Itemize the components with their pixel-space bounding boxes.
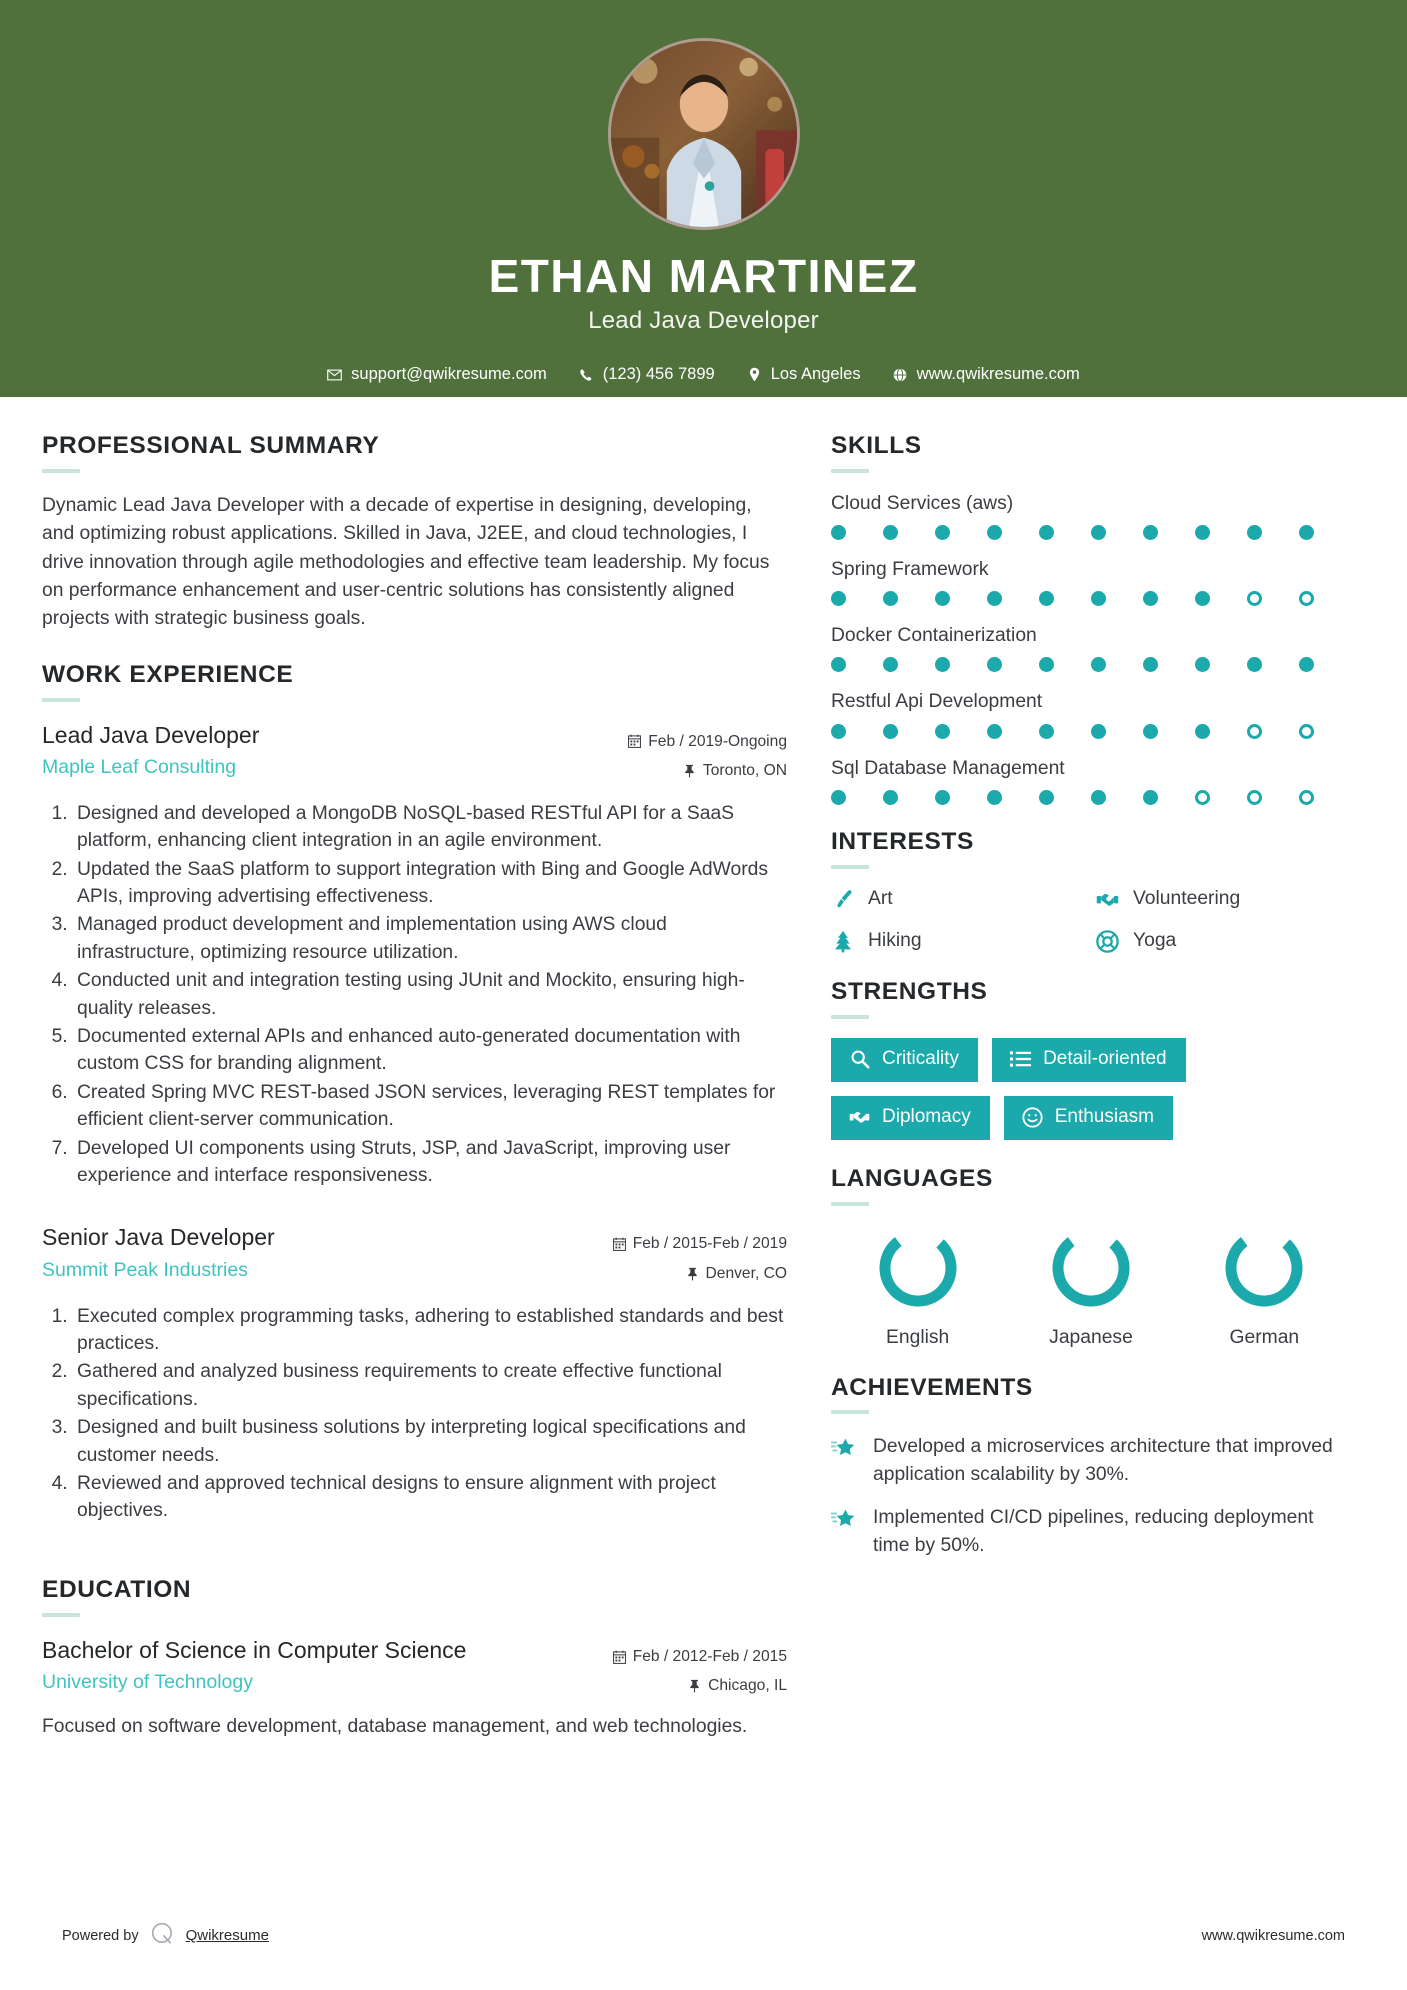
work-date: Feb / 2015-Feb / 2019 <box>632 1235 787 1253</box>
skill-dot-slot <box>935 525 987 540</box>
skill-dot-slot <box>1195 790 1247 805</box>
envelope-icon <box>327 367 342 383</box>
person-job-title: Lead Java Developer <box>588 307 819 335</box>
strength-label: Detail-oriented <box>1043 1047 1167 1069</box>
work-bullet: 2. Gathered and analyzed business requirements to create effective functional specifications. <box>73 1358 787 1413</box>
skill-dot-slot <box>1091 591 1143 606</box>
education-description: Focused on software development, database management, and web technologies. <box>42 1715 748 1737</box>
resume-header <box>0 0 1407 397</box>
shooting-star-icon <box>831 1508 857 1534</box>
skill-dot-slot <box>883 591 935 606</box>
section-achievements <box>831 1375 1351 1560</box>
skill-dot-slot <box>1039 525 1091 540</box>
skill-dot-empty <box>1195 790 1210 805</box>
work-bullets <box>42 800 787 1189</box>
section-title: SKILLS <box>831 432 922 459</box>
skill-dot-filled <box>935 525 950 540</box>
skill-dot-slot <box>1143 525 1195 540</box>
skill-dot-filled <box>1299 525 1314 540</box>
skill-dot-slot <box>1195 724 1247 739</box>
globe-icon <box>893 367 908 383</box>
work-bullet: 6. Created Spring MVC REST-based JSON services, leveraging REST templates for efficient client-server communication. <box>73 1079 787 1134</box>
work-meta <box>599 1223 787 1288</box>
skill-dot-slot <box>1299 657 1351 672</box>
section-title: LANGUAGES <box>831 1164 993 1192</box>
interest-item <box>831 888 1086 911</box>
interest-label: Hiking <box>868 930 922 952</box>
section-title: STRENGTHS <box>831 977 988 1005</box>
contact-row <box>311 365 1096 384</box>
work-entry <box>42 1223 787 1524</box>
skill-dot-slot <box>987 657 1039 672</box>
skill-dot-slot <box>1195 525 1247 540</box>
work-role: Lead Java Developer <box>42 721 260 748</box>
achievement-text: Developed a microservices architecture that improved application scalability by 30%. <box>873 1436 1333 1485</box>
resume-body <box>0 397 1407 1769</box>
skill-dot-slot <box>1091 724 1143 739</box>
skill-dot-slot <box>1143 591 1195 606</box>
language-label: English <box>886 1326 950 1348</box>
skill-item <box>831 492 1351 540</box>
section-strengths <box>831 979 1351 1140</box>
strengths-list <box>831 1038 1351 1140</box>
interests-list <box>831 888 1351 953</box>
section-rule <box>42 1613 80 1617</box>
skill-dot-slot <box>883 790 935 805</box>
q-logo-icon <box>150 1921 175 1950</box>
section-title: ACHIEVEMENTS <box>831 1373 1033 1401</box>
section-rule <box>42 469 80 473</box>
contact-location-text: Los Angeles <box>770 365 861 384</box>
section-rule <box>831 1410 869 1414</box>
education-location: Chicago, IL <box>708 1677 787 1695</box>
skill-dot-empty <box>1247 724 1262 739</box>
language-progress-ring <box>1221 1225 1307 1311</box>
interest-label: Art <box>868 888 893 910</box>
pine-tree-icon <box>831 930 854 953</box>
skill-dot-filled <box>1195 525 1210 540</box>
work-bullet: 4. Conducted unit and integration testing using JUnit and Mockito, ensuring high-quality releases. <box>73 967 787 1022</box>
skill-dot-filled <box>1091 591 1106 606</box>
avatar <box>608 38 800 230</box>
skill-rating <box>831 591 1351 606</box>
skill-dot-slot <box>1091 790 1143 805</box>
skill-dot-filled <box>831 525 846 540</box>
phone-icon <box>579 367 594 383</box>
work-role: Senior Java Developer <box>42 1224 275 1251</box>
language-label: Japanese <box>1049 1326 1133 1348</box>
language-item <box>1178 1225 1351 1349</box>
pin-icon <box>688 1679 701 1693</box>
skill-dot-slot <box>1299 591 1351 606</box>
skill-dot-slot <box>1143 790 1195 805</box>
skill-label: Sql Database Management <box>831 757 1065 779</box>
section-professional-summary <box>42 433 787 634</box>
contact-phone-text: (123) 456 7899 <box>602 365 715 384</box>
skill-dot-filled <box>883 525 898 540</box>
strength-chip-diplomacy[interactable] <box>831 1096 990 1140</box>
skill-dot-filled <box>1039 591 1054 606</box>
skill-dot-slot <box>935 724 987 739</box>
skill-dot-slot <box>1039 790 1091 805</box>
skill-dot-slot <box>1247 724 1299 739</box>
education-meta <box>599 1636 787 1701</box>
education-date: Feb / 2012-Feb / 2015 <box>632 1647 787 1665</box>
skill-rating <box>831 657 1351 672</box>
shooting-star-icon <box>831 1437 857 1463</box>
skill-dot-filled <box>1247 657 1262 672</box>
work-company[interactable]: Summit Peak Industries <box>42 1259 248 1282</box>
skills-list <box>831 492 1351 805</box>
skill-dot-slot <box>831 525 883 540</box>
strength-chip-enthusiasm[interactable] <box>1004 1096 1173 1140</box>
skill-dot-filled <box>1091 724 1106 739</box>
smiley-icon <box>1022 1107 1043 1128</box>
strength-label: Enthusiasm <box>1054 1105 1154 1127</box>
contact-location[interactable] <box>731 365 877 384</box>
work-location: Denver, CO <box>705 1265 787 1283</box>
achievement-text: Implemented CI/CD pipelines, reducing deployment time by 50%. <box>873 1507 1314 1556</box>
skill-dot-empty <box>1299 790 1314 805</box>
skill-dot-slot <box>1039 724 1091 739</box>
skill-dot-empty <box>1299 591 1314 606</box>
skill-dot-slot <box>883 657 935 672</box>
paintbrush-icon <box>831 888 854 911</box>
education-degree: Bachelor of Science in Computer Science <box>42 1636 467 1663</box>
contact-phone[interactable] <box>563 365 731 384</box>
skill-dot-filled <box>1195 591 1210 606</box>
work-company[interactable]: Maple Leaf Consulting <box>42 756 237 779</box>
calendar-icon <box>613 1650 626 1664</box>
skill-item <box>831 558 1351 606</box>
skill-dot-slot <box>1143 724 1195 739</box>
section-work-experience <box>42 662 787 1525</box>
strength-chip-criticality[interactable] <box>831 1038 978 1082</box>
work-location-line <box>628 756 787 786</box>
work-meta <box>614 721 787 786</box>
language-item <box>1004 1225 1177 1349</box>
work-date-line <box>613 1229 787 1259</box>
skill-dot-filled <box>831 591 846 606</box>
skill-dot-filled <box>1039 790 1054 805</box>
section-languages <box>831 1166 1351 1349</box>
skill-dot-filled <box>935 724 950 739</box>
strength-label: Diplomacy <box>882 1105 971 1127</box>
interest-item <box>1096 930 1351 953</box>
skill-dot-slot <box>935 657 987 672</box>
profile-photo <box>611 41 797 227</box>
contact-website-text: www.qwikresume.com <box>916 365 1080 384</box>
skill-item <box>831 690 1351 738</box>
skill-dot-filled <box>1039 525 1054 540</box>
list-icon <box>1010 1049 1031 1070</box>
section-rule <box>831 865 869 869</box>
skill-label: Docker Containerization <box>831 625 1037 647</box>
skill-dot-filled <box>1143 657 1158 672</box>
skill-dot-slot <box>831 657 883 672</box>
skill-dot-slot <box>1247 525 1299 540</box>
left-column <box>42 433 787 1769</box>
language-label: German <box>1229 1326 1300 1348</box>
achievement-item <box>831 1504 1351 1559</box>
skill-dot-filled <box>1091 525 1106 540</box>
page-footer <box>0 1921 1407 1950</box>
powered-by-label: Powered by <box>62 1927 139 1944</box>
work-location-line <box>613 1259 787 1289</box>
achievement-item <box>831 1433 1351 1488</box>
skill-label: Cloud Services (aws) <box>831 492 1014 514</box>
section-rule <box>831 1202 869 1206</box>
skill-dot-filled <box>935 790 950 805</box>
skill-dot-filled <box>1195 724 1210 739</box>
skill-dot-slot <box>1091 525 1143 540</box>
section-education <box>42 1577 787 1741</box>
strength-label: Criticality <box>882 1047 960 1069</box>
skill-dot-slot <box>883 525 935 540</box>
skill-dot-slot <box>1247 657 1299 672</box>
skill-rating <box>831 790 1351 805</box>
pin-icon <box>686 1267 699 1281</box>
section-rule <box>831 1015 869 1019</box>
skill-dot-slot <box>1195 657 1247 672</box>
calendar-icon <box>613 1237 626 1251</box>
education-school[interactable]: University of Technology <box>42 1671 253 1694</box>
skill-dot-slot <box>987 591 1039 606</box>
language-item <box>831 1225 1004 1349</box>
work-bullet: 4. Reviewed and approved technical designs to ensure alignment with project objectives. <box>73 1470 787 1525</box>
skill-dot-slot <box>831 790 883 805</box>
skill-dot-slot <box>1195 591 1247 606</box>
section-title: INTERESTS <box>831 827 974 855</box>
lifebuoy-icon <box>1096 930 1119 953</box>
brand-link[interactable]: Qwikresume <box>185 1927 269 1944</box>
contact-website[interactable] <box>877 365 1096 384</box>
interest-item <box>831 930 1086 953</box>
work-bullet: 3. Managed product development and implementation using AWS cloud infrastructure, optimizing resource utilization. <box>73 911 787 966</box>
skill-dot-slot <box>1039 657 1091 672</box>
skill-rating <box>831 724 1351 739</box>
summary-text: Dynamic Lead Java Developer with a decade of expertise in designing, developing, and optimizing robust applications. Skilled in Java, J2EE, and cloud technologies, I drive innovation through agile methodologies and effective team leadership. My focus on performance enhancement and user-centric solutions has consistently aligned projects with strategic business goals. <box>42 494 770 630</box>
footer-url[interactable]: www.qwikresume.com <box>1201 1927 1345 1944</box>
skill-dot-slot <box>987 790 1039 805</box>
pin-icon <box>683 764 696 778</box>
interest-item <box>1096 888 1351 911</box>
skill-rating <box>831 525 1351 540</box>
work-bullet: 1. Executed complex programming tasks, adhering to established standards and best practices. <box>73 1303 787 1358</box>
strength-chip-detail-oriented[interactable] <box>992 1038 1186 1082</box>
skill-dot-filled <box>935 591 950 606</box>
skill-dot-filled <box>1143 724 1158 739</box>
skill-dot-filled <box>1039 724 1054 739</box>
handshake-icon <box>849 1107 870 1128</box>
skill-item <box>831 757 1351 805</box>
work-date-line <box>628 727 787 757</box>
skill-dot-slot <box>1299 724 1351 739</box>
work-bullet: 3. Designed and built business solutions by interpreting logical specifications and customer needs. <box>73 1414 787 1469</box>
language-progress-ring <box>1048 1225 1134 1311</box>
work-date: Feb / 2019-Ongoing <box>648 732 787 750</box>
work-entry <box>42 721 787 1190</box>
interest-label: Volunteering <box>1133 888 1241 910</box>
skill-dot-filled <box>1039 657 1054 672</box>
skill-dot-filled <box>987 525 1002 540</box>
section-title: WORK EXPERIENCE <box>42 660 294 688</box>
contact-email[interactable] <box>311 365 563 384</box>
education-location-line <box>613 1671 787 1701</box>
skill-dot-filled <box>1195 657 1210 672</box>
skill-dot-empty <box>1299 724 1314 739</box>
skill-dot-filled <box>1143 525 1158 540</box>
language-progress-ring <box>875 1225 961 1311</box>
section-title: EDUCATION <box>42 1575 192 1603</box>
location-pin-icon <box>747 367 762 383</box>
magnifier-icon <box>849 1049 870 1070</box>
section-rule <box>831 469 869 473</box>
skill-dot-filled <box>987 724 1002 739</box>
skill-dot-slot <box>1091 657 1143 672</box>
languages-list <box>831 1225 1351 1349</box>
work-location: Toronto, ON <box>702 762 787 780</box>
contact-email-text: support@qwikresume.com <box>351 365 547 384</box>
skill-dot-slot <box>935 591 987 606</box>
work-bullet: 5. Documented external APIs and enhanced auto-generated documentation with custom CSS for branding alignment. <box>73 1023 787 1078</box>
skill-dot-slot <box>987 724 1039 739</box>
skill-dot-filled <box>1091 790 1106 805</box>
work-bullet: 2. Updated the SaaS platform to support integration with Bing and Google AdWords APIs, improving advertising effectiveness. <box>73 856 787 911</box>
skill-dot-filled <box>831 724 846 739</box>
interest-label: Yoga <box>1133 930 1177 952</box>
skill-dot-slot <box>987 525 1039 540</box>
powered-by <box>62 1921 269 1950</box>
skill-dot-filled <box>831 657 846 672</box>
skill-dot-filled <box>987 790 1002 805</box>
skill-item <box>831 624 1351 672</box>
work-bullets <box>42 1303 787 1525</box>
skill-dot-filled <box>831 790 846 805</box>
education-entry <box>42 1636 787 1741</box>
skill-dot-filled <box>883 724 898 739</box>
skill-dot-filled <box>987 591 1002 606</box>
skill-dot-filled <box>883 591 898 606</box>
education-date-line <box>613 1642 787 1672</box>
skill-dot-slot <box>1247 591 1299 606</box>
person-name: ETHAN MARTINEZ <box>488 250 919 302</box>
skill-label: Spring Framework <box>831 559 989 581</box>
skill-dot-filled <box>987 657 1002 672</box>
work-bullet: 7. Developed UI components using Struts, JSP, and JavaScript, improving user experience and interface responsiveness. <box>73 1135 787 1190</box>
skill-dot-slot <box>883 724 935 739</box>
skill-dot-slot <box>1299 525 1351 540</box>
right-column <box>831 433 1351 1587</box>
skill-dot-filled <box>935 657 950 672</box>
skill-dot-empty <box>1247 591 1262 606</box>
skill-dot-slot <box>1143 657 1195 672</box>
section-interests <box>831 829 1351 953</box>
skill-dot-filled <box>883 790 898 805</box>
skill-dot-slot <box>1039 591 1091 606</box>
skill-dot-filled <box>1143 591 1158 606</box>
skill-dot-slot <box>935 790 987 805</box>
skill-dot-filled <box>1247 525 1262 540</box>
skill-dot-filled <box>1299 657 1314 672</box>
skill-label: Restful Api Development <box>831 691 1043 713</box>
skill-dot-slot <box>831 591 883 606</box>
section-skills <box>831 433 1351 805</box>
skill-dot-empty <box>1247 790 1262 805</box>
skill-dot-filled <box>1091 657 1106 672</box>
skill-dot-slot <box>831 724 883 739</box>
skill-dot-filled <box>1143 790 1158 805</box>
skill-dot-slot <box>1299 790 1351 805</box>
skill-dot-filled <box>883 657 898 672</box>
section-title: PROFESSIONAL SUMMARY <box>42 432 380 459</box>
handshake-icon <box>1096 888 1119 911</box>
calendar-icon <box>628 734 641 748</box>
skill-dot-slot <box>1247 790 1299 805</box>
work-bullet: 1. Designed and developed a MongoDB NoSQL-based RESTful API for a SaaS platform, enhancing client integration in an agile environment. <box>73 800 787 855</box>
section-rule <box>42 698 80 702</box>
